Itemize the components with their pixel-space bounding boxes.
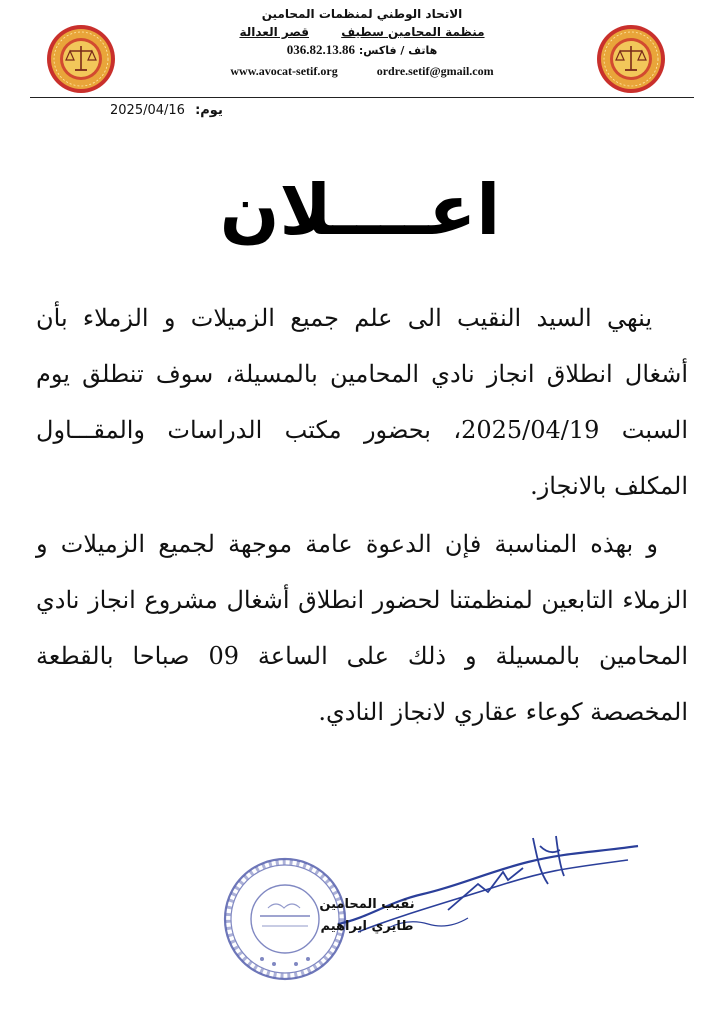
phone-line [150,41,574,60]
header-divider [30,97,694,98]
date-label: يوم: [195,103,223,118]
letterhead [0,0,724,100]
letterhead-text [150,6,574,80]
federation-name: الاتحاد الوطني لمنظمات المحامين [261,7,463,21]
signature-block [292,894,442,938]
body-paragraph: و بهذه المناسبة فإن الدعوة عامة موجهة لجميع الزميلات و الزملاء التابعين لمنظمتنا لحضور انطلاق أشغال مشروع انجاز نادي المحامين بالمسيلة و ذلك على الساعة 09 صباحا بالقطعة المخصصة كوعاء عقاري لانجاز النادي. [36,530,689,726]
date-value: 2025/04/16 [110,103,185,118]
website-link[interactable]: www.avocat-setif.org [230,64,338,78]
organization-address-line [150,23,574,41]
announcement-body [36,290,688,740]
body-paragraph: ينهي السيد النقيب الى علم جميع الزميلات و الزملاء بأن أشغال انطلاق انجاز نادي المحامين بالمسيلة، سوف تنطلق يوم السبت 2025/04/19، بحضور مكتب الدراسات والمقـــاول المكلف بالانجاز. [36,304,688,500]
contact-line [150,62,574,80]
bar-association-logo-icon [596,24,666,94]
phone-number: 036.82.13.86 [286,42,356,57]
courthouse-address: قصر العدالة [239,25,310,39]
email-link[interactable]: ordre.setif@gmail.com [376,64,494,78]
signatory-title: نقيب المحامين [319,897,415,912]
announcement-title: اعــــلان [219,169,501,251]
phone-label: هاتف / فاكس: [358,44,438,57]
bar-association-logo-icon [46,24,116,94]
signatory-name: طايري ابراهيم [320,919,414,934]
document-date [110,103,223,118]
organization-name: منظمة المحامين سطيف [341,25,485,39]
